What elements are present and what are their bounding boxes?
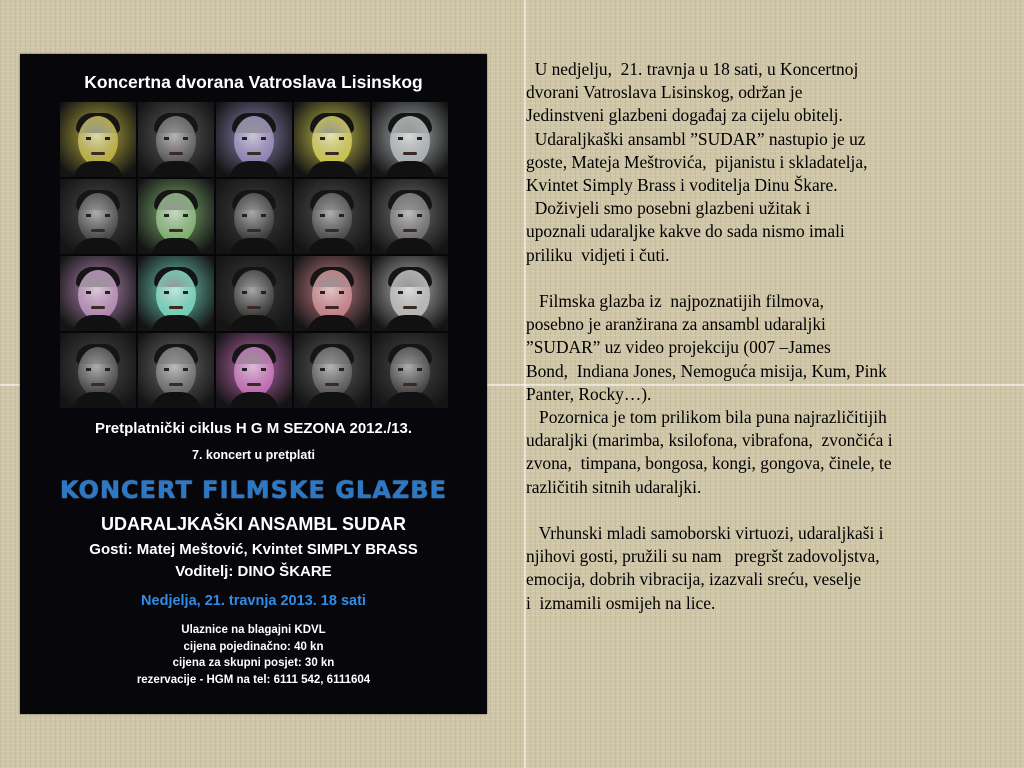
text-line: emocija, dobrih vibracija, izazvali sreću, veselje xyxy=(526,569,862,590)
poster-photo-face-portrait xyxy=(216,102,292,177)
poster-photo-face-portrait xyxy=(138,179,214,254)
text-line: Pozornica je tom prilikom bila puna najrazličitijih xyxy=(526,407,887,428)
text-line: njihovi gosti, pružili su nam pregršt zadovoljstva, xyxy=(526,546,880,567)
poster-guests: Gosti: Matej Meštović, Kvintet SIMPLY BRASS xyxy=(89,541,418,558)
poster-reservations: rezervacije - HGM na tel: 6111 542, 6111604 xyxy=(136,673,371,686)
text-line: ”SUDAR” uz video projekciju (007 –James xyxy=(526,337,831,358)
poster-venue: Koncertna dvorana Vatroslava Lisinskog xyxy=(84,72,423,92)
text-line: zvona, timpana, bongosa, kongi, gongova, činele, te xyxy=(526,453,892,474)
poster-date: Nedjelja, 21. travnja 2013. 18 sati xyxy=(141,593,366,609)
text-line: Doživjeli smo posebni glazbeni užitak i xyxy=(526,198,811,219)
poster-photo-face-portrait xyxy=(372,102,448,177)
text-line: Bond, Indiana Jones, Nemoguća misija, Kum, Pink xyxy=(526,360,887,381)
report-text xyxy=(526,58,1012,615)
poster-photo-percussionist xyxy=(372,333,448,408)
text-line: Udaraljkaški ansambl ”SUDAR” nastupio je uz xyxy=(526,128,866,149)
poster-photo-face-portrait xyxy=(372,179,448,254)
poster-photo-musician xyxy=(216,333,292,408)
poster-photo-drummer xyxy=(294,179,370,254)
poster-photo-face-portrait xyxy=(372,256,448,331)
poster-price-group: cijena za skupni posjet: 30 kn xyxy=(172,657,335,669)
text-line: Kvintet Simply Brass i voditelja Dinu Škare. xyxy=(526,175,838,196)
text-line: Filmska glazba iz najpoznatijih filmova, xyxy=(526,291,824,312)
text-line: i izmamili osmijeh na lice. xyxy=(526,592,716,613)
blank-line xyxy=(526,267,1012,290)
poster-tickets: Ulaznice na blagajni KDVL xyxy=(181,624,326,636)
text-line: U nedjelju, 21. travnja u 18 sati, u Koncertnoj xyxy=(526,59,859,79)
poster-photo-face-portrait xyxy=(60,102,136,177)
text-line: udaraljki (marimba, ksilofona, vibrafona, zvončića i xyxy=(526,430,893,451)
poster-photo-face-portrait xyxy=(138,256,214,331)
poster-photo-face-portrait xyxy=(138,333,214,408)
poster-concert-title: KONCERT FILMSKE GLAZBE xyxy=(60,476,447,504)
poster-host: Voditelj: DINO ŠKARE xyxy=(175,563,332,580)
text-line: goste, Mateja Meštrovića, pijanistu i skladatelja, xyxy=(526,151,868,172)
poster-photo-grid xyxy=(60,102,448,408)
text-line: dvorani Vatroslava Lisinskog, održan je xyxy=(526,82,803,103)
poster-photo-drummer xyxy=(60,179,136,254)
text-line: Panter, Rocky…). xyxy=(526,383,652,404)
text-line: posebno je aranžirana za ansambl udaraljki xyxy=(526,314,826,335)
poster-photo-juggler xyxy=(216,256,292,331)
poster-price-single: cijena pojedinačno: 40 kn xyxy=(183,640,324,653)
text-line: Jedinstveni glazbeni događaj za cijelu obitelj. xyxy=(526,105,843,126)
text-line: različitih sitnih udaraljki. xyxy=(526,476,702,497)
concert-poster xyxy=(20,54,487,714)
poster-photo-face-portrait xyxy=(294,256,370,331)
poster-photo-flute-player xyxy=(138,102,214,177)
poster-photo-percussionist xyxy=(60,333,136,408)
poster-photo-face-portrait xyxy=(60,256,136,331)
text-line: priliku vidjeti i čuti. xyxy=(526,244,670,265)
poster-photo-drummer xyxy=(216,179,292,254)
poster-ticket-info xyxy=(20,622,487,688)
poster-concert-number: 7. koncert u pretplati xyxy=(192,448,315,462)
poster-series: Pretplatnički ciklus H G M SEZONA 2012./13. xyxy=(94,420,413,437)
poster-photo-face-portrait xyxy=(294,102,370,177)
poster-photo-pianist xyxy=(294,333,370,408)
text-line: Vrhunski mladi samoborski virtuozi, udaraljkaši i xyxy=(526,523,884,544)
poster-ensemble: UDARALJKAŠKI ANSAMBL SUDAR xyxy=(100,514,406,534)
text-line: upoznali udaraljke kakve do sada nismo imali xyxy=(526,221,845,242)
blank-line xyxy=(526,499,1012,522)
